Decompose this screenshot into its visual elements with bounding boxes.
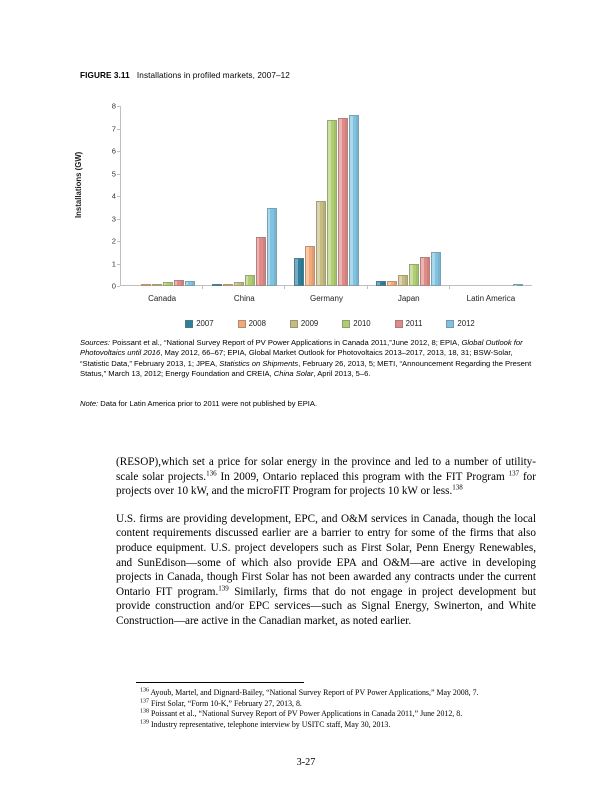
legend-item-2010 <box>342 319 370 328</box>
y-axis-title: Installations (GW) <box>74 151 83 218</box>
figure-caption <box>80 70 540 81</box>
legend-label: 2010 <box>353 319 371 328</box>
bar-japan-2009 <box>398 275 408 286</box>
footnote-text: Poissant et al., “National Survey Report of PV Power Applications in Canada 2011,” June 2012, 8. <box>149 709 463 719</box>
footnote-text: Industry representative, telephone interview by USITC staff, May 30, 2013. <box>149 719 391 729</box>
bar-japan-2012 <box>431 252 441 286</box>
paragraph-1 <box>116 455 536 499</box>
bar-group <box>285 106 367 303</box>
sources-part-2: , May 2012, 66–67; EPIA, Global Market Outlook for Photovoltaics 2013–2017, 2013, 18, 31; BSW-Solar, “Statistic Data,” February 2013, 1; JPEA, <box>80 348 513 368</box>
y-tick-label: 2 <box>111 236 116 246</box>
footnote-136 <box>116 688 536 699</box>
y-tick-mark <box>117 174 120 175</box>
p1-part-a: (RESOP),which set a price for solar energy in the province and led to a number of utility-scale solar projects. <box>116 456 536 483</box>
bar-germany-2011 <box>338 118 348 286</box>
bar-china-2007 <box>212 284 222 286</box>
p1-part-b: In 2009, Ontario replaced this program with the FIT Program <box>216 470 509 483</box>
bar-canada-2009 <box>152 284 162 286</box>
x-tick-mark <box>284 286 285 289</box>
sources-part-1: Global Outlook for Photovoltaics until 2016 <box>80 338 523 358</box>
legend-item-2008 <box>238 319 266 328</box>
y-tick-mark <box>117 151 120 152</box>
page-number: 3-27 <box>296 757 316 768</box>
y-tick-label: 7 <box>111 124 116 133</box>
y-tick-mark <box>117 286 120 287</box>
x-axis-category-label: China <box>233 294 255 303</box>
legend-swatch-icon <box>185 320 193 328</box>
bar-canada-2010 <box>163 282 173 286</box>
bar-china-2012 <box>267 208 277 286</box>
sources-text <box>80 338 531 378</box>
bar-china-2010 <box>245 275 255 286</box>
legend-swatch-icon <box>290 320 298 328</box>
y-tick-mark <box>117 241 120 242</box>
footnote-number: 136 <box>140 687 149 694</box>
footnote-text: First Solar, “Form 10-K,” February 27, 2013, 8. <box>149 698 302 708</box>
bars <box>294 106 359 286</box>
x-tick-mark <box>449 286 450 289</box>
bar-group <box>450 106 532 303</box>
bar-germany-2010 <box>327 120 337 287</box>
bar-canada-2012 <box>185 281 195 286</box>
bar-china-2009 <box>234 282 244 286</box>
bars <box>130 106 195 286</box>
bars <box>458 106 523 286</box>
footnote-number: 137 <box>140 697 149 704</box>
figure-label: FIGURE 3.11 <box>80 71 130 80</box>
y-tick-label: 0 <box>111 281 116 291</box>
bar-group <box>203 106 285 303</box>
footnote-ref-136: 136 <box>206 468 217 477</box>
bars <box>376 106 441 286</box>
footnote-number: 138 <box>140 708 149 715</box>
bar-germany-2012 <box>349 115 359 286</box>
bar-latin-america-2012 <box>513 284 523 286</box>
legend-label: 2009 <box>300 319 319 328</box>
y-tick-mark <box>117 219 120 220</box>
sources-part-3: Statistics on Shipments <box>219 358 299 368</box>
bar-chart <box>74 100 540 330</box>
footnote-138 <box>116 709 536 720</box>
bar-canada-2008 <box>141 284 151 286</box>
legend-item-2012 <box>446 319 474 328</box>
legend-label: 2011 <box>405 319 423 328</box>
bar-germany-2007 <box>294 258 304 286</box>
bar-germany-2008 <box>305 246 315 287</box>
y-tick-label: 3 <box>111 214 116 223</box>
legend-swatch-icon <box>395 320 403 328</box>
footnote-number: 139 <box>140 719 149 726</box>
bar-canada-2011 <box>174 280 184 286</box>
footnote-137 <box>116 699 536 710</box>
y-tick-label: 4 <box>111 191 116 201</box>
p1-part-c: for projects over 10 kW, and the microFIT Program for projects 10 kW or less. <box>116 470 537 498</box>
sources-part-5: China Solar <box>273 369 314 379</box>
chart-legend <box>120 319 540 328</box>
p2-part-a: U.S. firms are providing development, EPC, and O&M services in Canada, though the local content requirements discussed earlier are a barrier to entry for some of the firms that also produce equipment. U.S. project developers such as First Solar, Penn Energy Renewables, and SunEdison—some of which also provide EPA and O&M—are active in developing projects in Canada, though First Solar has not been awarded any contracts under the current Ontario FIT program. <box>116 512 536 598</box>
legend-item-2011 <box>395 319 423 328</box>
footnote-ref-138: 138 <box>452 483 463 492</box>
y-tick-label: 5 <box>111 169 116 178</box>
bar-group <box>368 106 450 303</box>
bar-group <box>121 106 203 303</box>
sources-part-4: , February 26, 2013, 5; METI, “Announcement Regarding the Present Status,” March 13, 2012; Energy Foundation and CREIA, <box>80 358 532 379</box>
legend-swatch-icon <box>238 320 246 328</box>
bar-china-2008 <box>223 284 233 286</box>
y-tick-mark <box>117 106 120 107</box>
x-axis-category-label: Japan <box>397 294 420 303</box>
sources-label: Sources: <box>80 338 110 347</box>
x-tick-mark <box>202 286 203 289</box>
sources-part-0: Poissant et al., “National Survey Report of PV Power Applications in Canada 2011,”June 2012, 8; EPIA, <box>109 338 462 347</box>
y-tick-label: 6 <box>111 146 116 156</box>
bar-germany-2009 <box>316 201 326 287</box>
body-text-column <box>116 455 536 642</box>
x-axis-category-label: Latin America <box>466 294 516 303</box>
y-tick-mark <box>117 196 120 197</box>
sources-part-6: , April 2013, 5–6. <box>313 369 371 379</box>
footnote-separator <box>136 682 304 683</box>
y-tick-mark <box>117 264 120 265</box>
note-label: Note: <box>80 399 99 408</box>
footnote-text: Ayoub, Martel, and Dignard-Bailey, “National Survey Report of PV Power Applications,” May 2008, 7. <box>149 688 479 697</box>
bar-japan-2010 <box>409 264 419 287</box>
legend-label: 2007 <box>196 319 214 328</box>
bar-groups <box>121 106 532 303</box>
bar-japan-2011 <box>420 257 430 286</box>
legend-label: 2012 <box>457 319 475 328</box>
legend-item-2009 <box>290 319 318 328</box>
footnotes-block <box>116 688 536 730</box>
legend-label: 2008 <box>248 319 266 328</box>
bar-japan-2008 <box>387 281 397 286</box>
legend-swatch-icon <box>446 320 454 328</box>
figure-note <box>80 399 538 409</box>
bar-japan-2007 <box>376 281 386 286</box>
note-text: Data for Latin America prior to 2011 were not published by EPIA. <box>98 399 318 408</box>
y-tick-mark <box>117 129 120 130</box>
sources-note <box>80 338 538 380</box>
legend-swatch-icon <box>342 320 350 328</box>
bars <box>212 106 277 286</box>
p2-part-b: Similarly, firms that do not engage in project development but provide construction and/or EPC services—such as Signal Energy, Swinerton, and White Construction—are active in the Canadian market, as noted earlier. <box>116 585 537 627</box>
x-axis-category-label: Canada <box>148 294 177 303</box>
figure-caption-text: Installations in profiled markets, 2007–12 <box>136 71 290 80</box>
footnote-ref-139: 139 <box>218 584 229 593</box>
legend-item-2007 <box>185 319 213 328</box>
x-tick-mark <box>367 286 368 289</box>
y-tick-label: 8 <box>111 101 116 111</box>
paragraph-2 <box>116 512 536 629</box>
footnote-139 <box>116 720 536 731</box>
y-tick-label: 1 <box>111 259 116 268</box>
x-axis-category-label: Germany <box>310 294 343 303</box>
footnote-ref-137: 137 <box>508 468 520 477</box>
plot-area <box>111 101 532 303</box>
bar-china-2011 <box>256 237 266 287</box>
